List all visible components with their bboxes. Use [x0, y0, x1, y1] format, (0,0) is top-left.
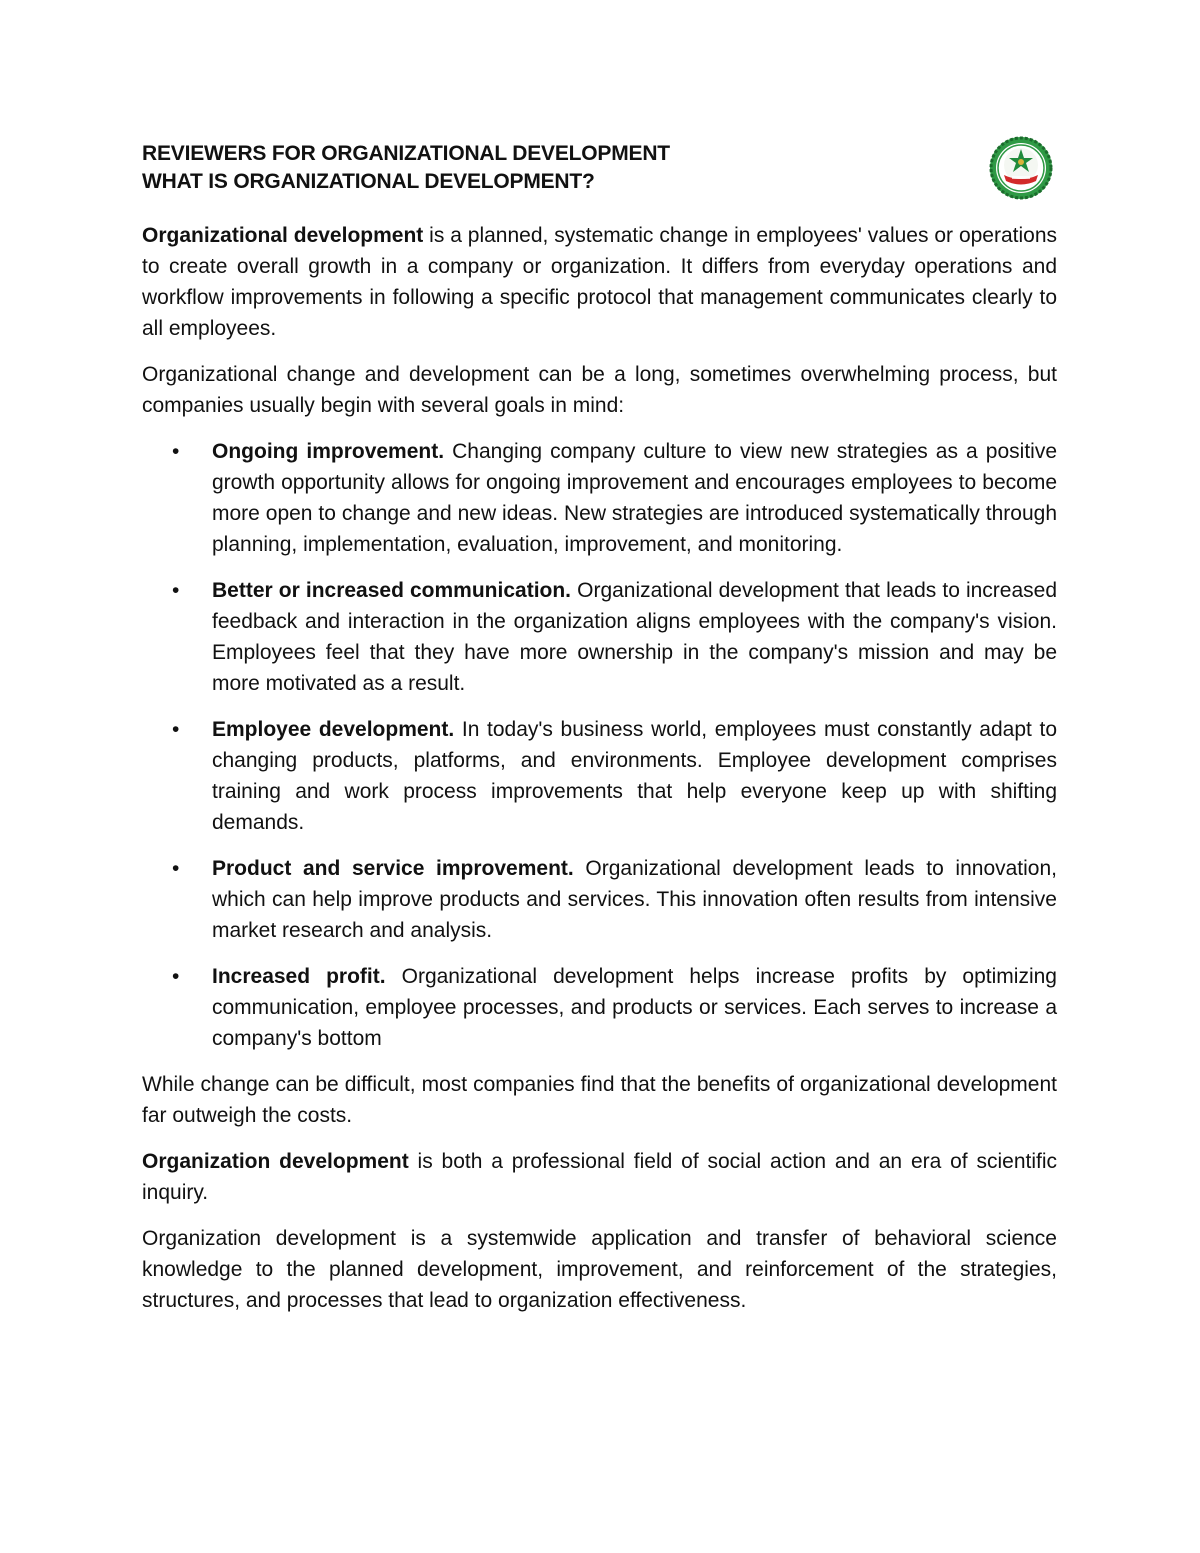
goal-text: Organizational development helps increase profits by optimizing communication, employee processes, and products or services. Each serves to increase a company's bottom: [212, 965, 1057, 1050]
list-item: [142, 853, 1057, 946]
document-page: [142, 140, 1057, 1331]
goal-term: Better or increased communication.: [212, 579, 572, 602]
bullet-icon: •: [172, 965, 180, 988]
header: [142, 140, 1057, 196]
goal-text: Organizational development leads to innovation, which can help improve products and services. This innovation often results from intensive market research and analysis.: [212, 857, 1057, 942]
definition-paragraph-2: Organization development is a systemwide application and transfer of behavioral science knowledge to the planned development, improvement, and reinforcement of the strategies, structures, and processes that lead to organization effectiveness.: [142, 1227, 1057, 1312]
goal-term: Ongoing improvement.: [212, 440, 445, 463]
list-item: [142, 436, 1057, 560]
goal-text: Organizational development that leads to increased feedback and interaction in the organization aligns employees with the company's vision. Employees feel that they have more ownership in the company's mission and may be more motivated as a result.: [212, 579, 1058, 695]
list-item: [142, 575, 1057, 699]
definition-term: Organization development: [142, 1150, 409, 1173]
goal-text: In today's business world, employees must constantly adapt to changing products, platforms, and environments. Employee development comprises training and work process improvements that help everyone keep up with shifting demands.: [212, 718, 1057, 834]
bullet-icon: •: [172, 857, 180, 880]
document-subtitle: WHAT IS ORGANIZATIONAL DEVELOPMENT?: [142, 170, 595, 193]
definition-paragraph-1: [142, 1146, 1057, 1208]
list-item: [142, 714, 1057, 838]
goal-term: Increased profit.: [212, 965, 386, 988]
goal-term: Employee development.: [212, 718, 455, 741]
intro-term: Organizational development: [142, 224, 424, 247]
goals-intro-paragraph: Organizational change and development can be a long, sometimes overwhelming process, but companies usually begin with several goals in mind:: [142, 363, 1057, 417]
goals-list: [142, 436, 1057, 1054]
list-item: [142, 961, 1057, 1054]
goal-text: Changing company culture to view new strategies as a positive growth opportunity allows for ongoing improvement and encourages employees to become more open to change and new ideas. New strategies are introduced systematically through planning, implementation, evaluation, improvement, and monitoring.: [212, 440, 1057, 556]
bullet-icon: •: [172, 579, 180, 602]
university-seal-icon: [982, 135, 1060, 201]
definition-text: is both a professional field of social action and an era of scientific inquiry.: [142, 1150, 1057, 1204]
intro-text: is a planned, systematic change in employees' values or operations to create overall growth in a company or organization. It differs from everyday operations and workflow improvements in following a specific protocol that management communicates clearly to all employees.: [142, 224, 1058, 340]
goal-term: Product and service improvement.: [212, 857, 574, 880]
closing-paragraph: While change can be difficult, most companies find that the benefits of organizational development far outweigh the costs.: [142, 1073, 1057, 1127]
bullet-icon: •: [172, 718, 180, 741]
bullet-icon: •: [172, 440, 180, 463]
document-title: REVIEWERS FOR ORGANIZATIONAL DEVELOPMENT: [142, 142, 670, 165]
intro-paragraph: [142, 220, 1057, 344]
